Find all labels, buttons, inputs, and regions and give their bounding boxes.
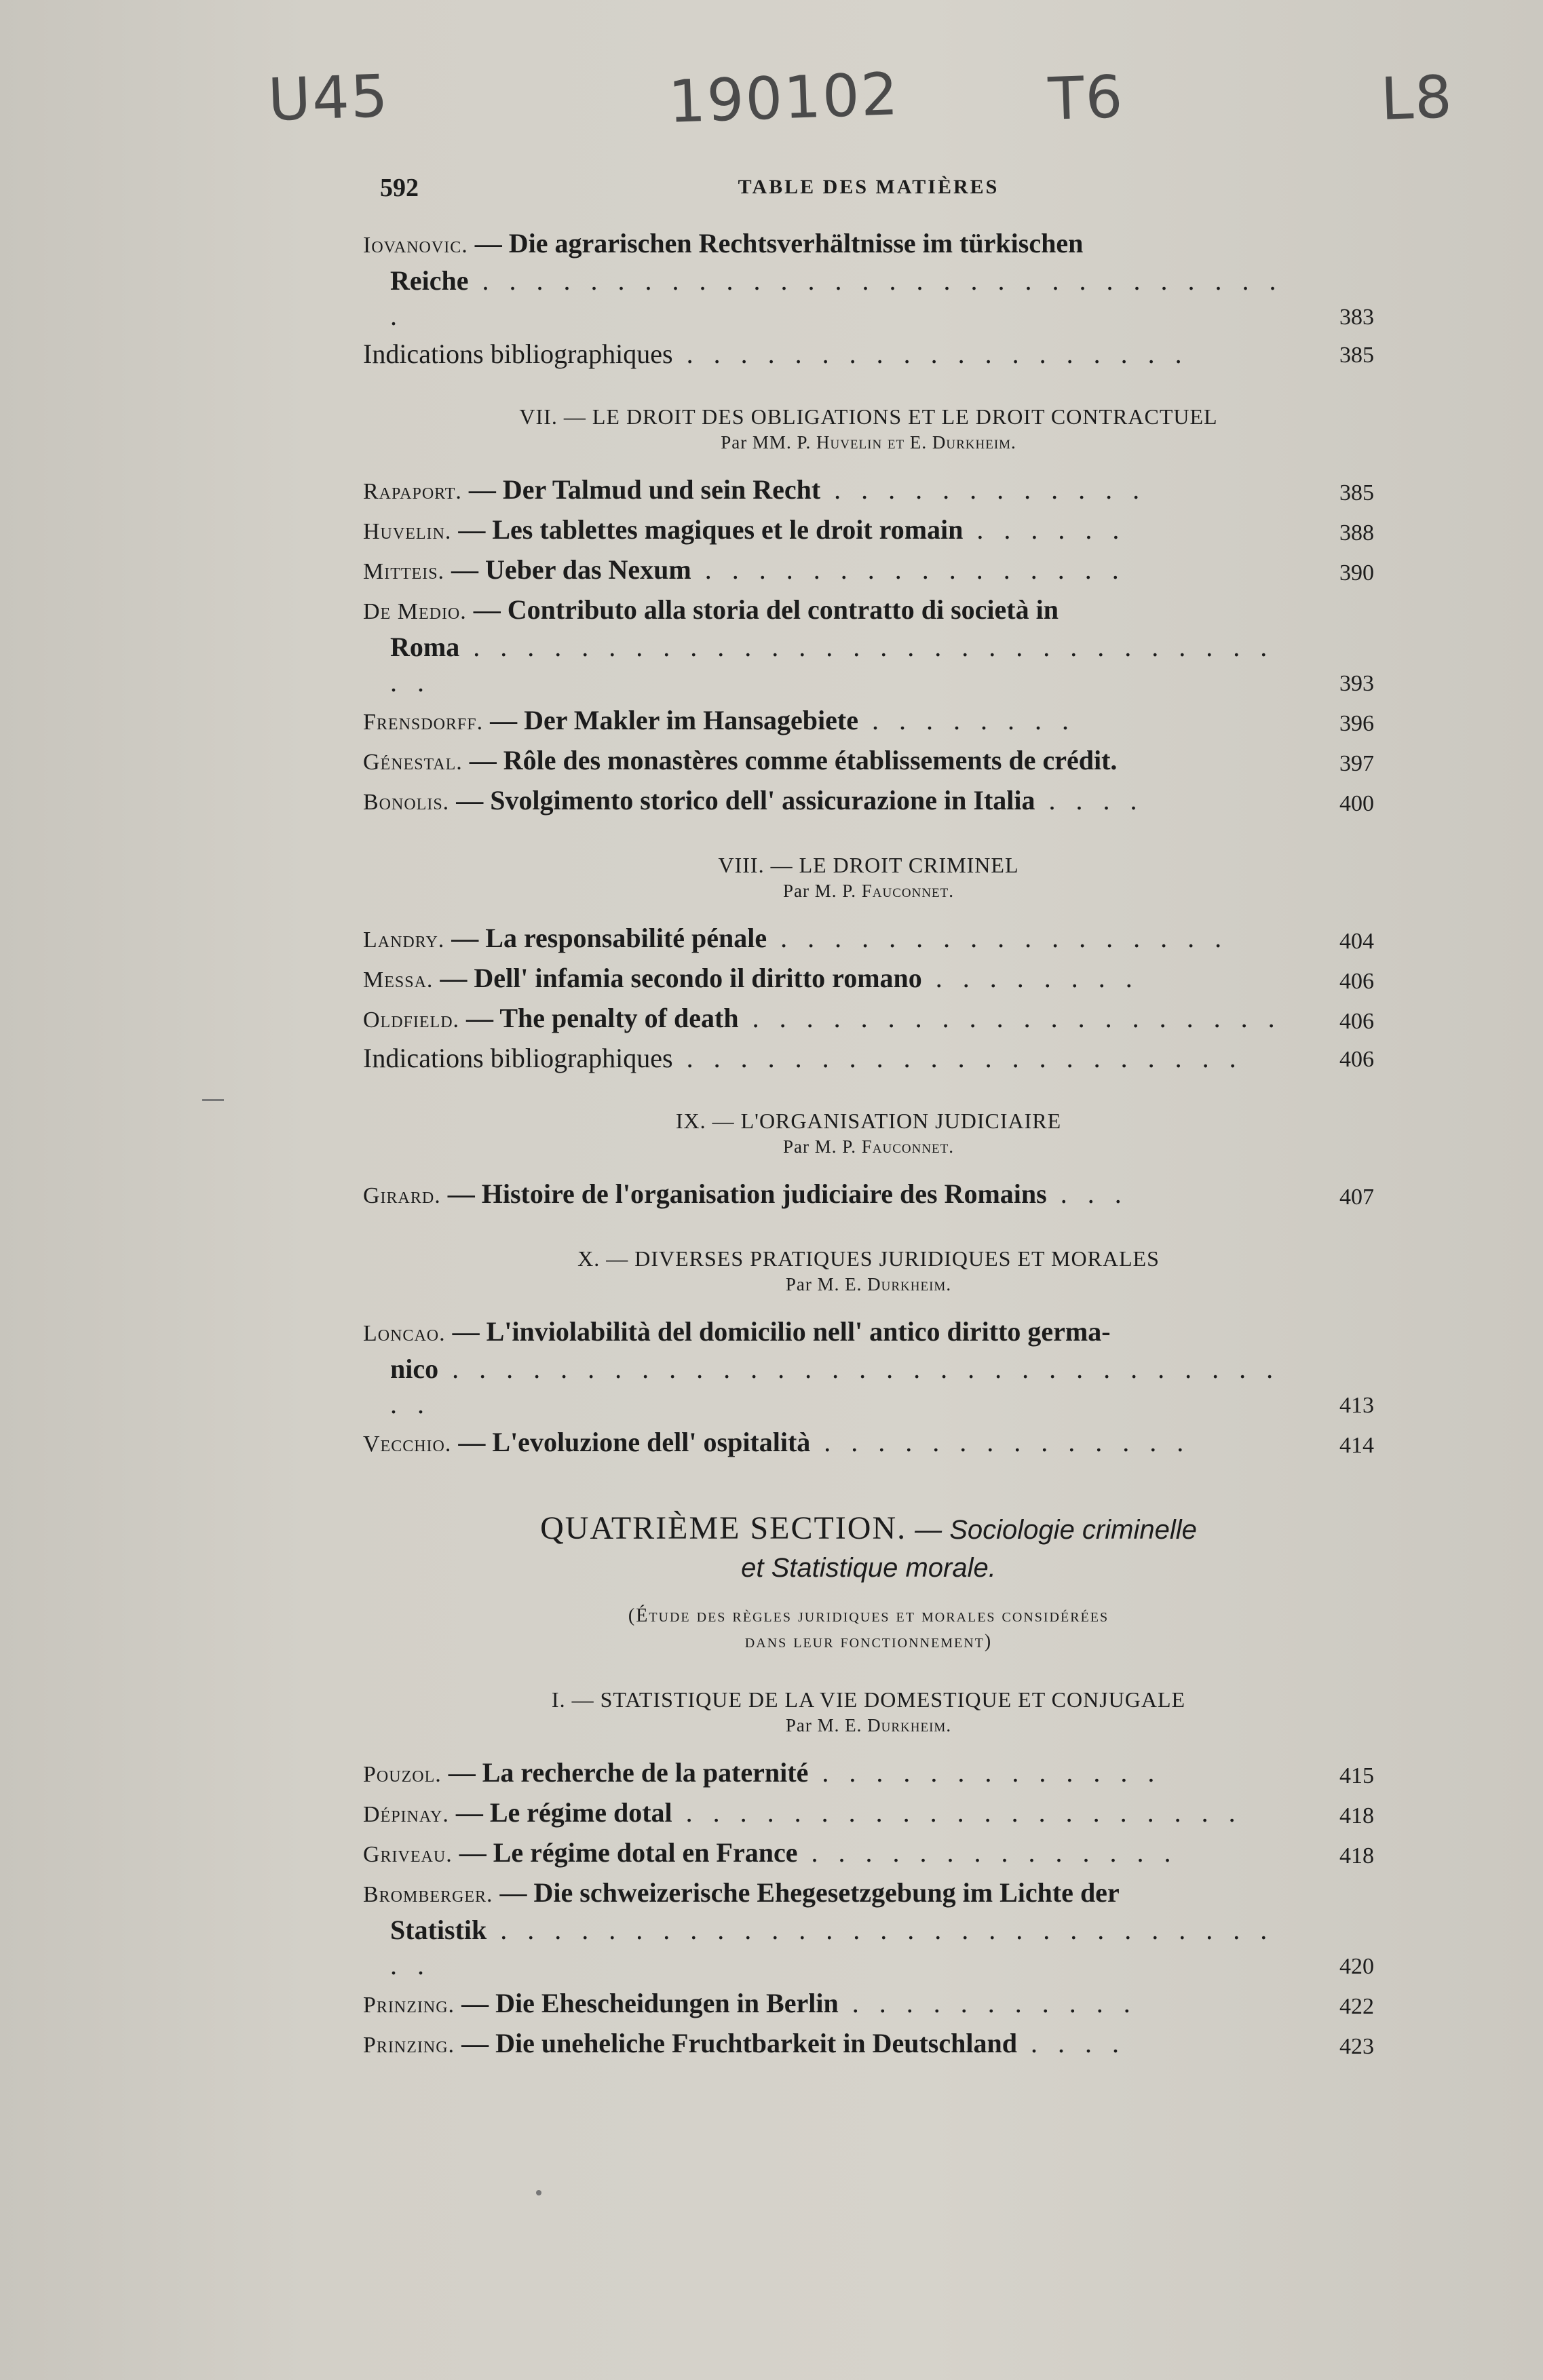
entry-page: 406 xyxy=(1339,969,1374,994)
entry-author: Oldfield. xyxy=(363,1007,460,1033)
entry-title: Indications bibliographiques xyxy=(363,1043,673,1073)
toc-entry: De Medio. — Contributo alla storia del contratto di società in Roma . . . . . . . . . . . . . . . . . . . . . . . . . . . . . . . . 393 xyxy=(363,592,1374,700)
toc-entry xyxy=(363,337,1374,372)
entry-author: Loncao. xyxy=(363,1321,446,1346)
entry-title: — Die uneheliche Fruchtbarkeit in Deutschland xyxy=(461,2028,1017,2058)
entry-title: — Der Makler im Hansagebiete xyxy=(490,705,858,735)
entry-page: 415 xyxy=(1339,1763,1374,1788)
section-title: VIII. — LE DROIT CRIMINEL xyxy=(718,853,1019,877)
entry-page: 388 xyxy=(1339,520,1374,545)
entry-author: Rapaport. xyxy=(363,479,462,504)
entry-author: Prinzing. xyxy=(363,2033,455,2058)
toc-entry: Prinzing. — Die uneheliche Fruchtbarkeit in Deutschland . . . . 423 xyxy=(363,2026,1374,2063)
entry-title: — The penalty of death xyxy=(466,1003,739,1033)
section-entries xyxy=(363,1176,1374,1214)
entry-page: 418 xyxy=(1339,1843,1374,1868)
entry-title: — Dell' infamia secondo il diritto romano xyxy=(440,963,922,993)
entry-page: 407 xyxy=(1339,1185,1374,1210)
toc-entry: Huvelin. — Les tablettes magiques et le droit romain . . . . . . 388 xyxy=(363,512,1374,550)
entry-title: — Ueber das Nexum xyxy=(451,554,691,585)
entry-author: Vecchio. xyxy=(363,1432,452,1457)
toc-entry: Vecchio. — L'evoluzione dell' ospitalità . . . . . . . . . . . . . . 414 xyxy=(363,1425,1374,1462)
toc-entry: Bromberger. — Die schweizerische Ehegesetzgebung im Lichte der Statistik . . . . . . . . . . . . . . . . . . . . . . . . . . . . . . . 420 xyxy=(363,1875,1374,1983)
entry-title: — L'evoluzione dell' ospitalità xyxy=(458,1427,811,1457)
entry-title: — Die Ehescheidungen in Berlin xyxy=(461,1988,839,2018)
entry-title: — La responsabilité pénale xyxy=(451,923,767,953)
leader-dots: . . . . . . . . . . . . . . . . . . . . . . . . . . . . . . . xyxy=(390,265,1283,331)
entry-author: Messa. xyxy=(363,967,434,993)
entry-page: 390 xyxy=(1339,560,1374,586)
section-entries xyxy=(363,921,1374,1076)
entry-author: Dépinay. xyxy=(363,1802,449,1827)
section-heading xyxy=(363,1245,1374,1297)
page-number: 592 xyxy=(380,174,419,202)
entry-title: — Le régime dotal xyxy=(455,1797,672,1828)
entry-page: 420 xyxy=(1339,1954,1374,1979)
section-entries xyxy=(363,472,1374,820)
entry-title: — Rôle des monastères comme établissements de crédit. xyxy=(469,745,1118,775)
entry-page: 400 xyxy=(1339,791,1374,816)
part-note: (Étude des règles juridiques et morales considérées dans leur fonctionnement) xyxy=(628,1605,1109,1652)
section-title: I. — STATISTIQUE DE LA VIE DOMESTIQUE ET CONJUGALE xyxy=(551,1687,1186,1712)
section-entries xyxy=(363,1314,1374,1462)
entry-title-continued: Reiche xyxy=(390,265,469,296)
section-author-line: Par M. P. Fauconnet. xyxy=(782,1136,955,1157)
margin-mark xyxy=(202,1099,224,1101)
entry-title: — Svolgimento storico dell' assicurazione in Italia xyxy=(456,785,1035,815)
entry-title: — L'inviolabilità del domicilio nell' antico diritto germa- xyxy=(452,1316,1111,1347)
toc-entry: Messa. — Dell' infamia secondo il diritto romano . . . . . . . . 406 xyxy=(363,961,1374,998)
part-heading xyxy=(363,1510,1374,1655)
toc-entry: Frensdorff. — Der Makler im Hansagebiete . . . . . . . . 396 xyxy=(363,703,1374,740)
entry-author: De Medio. xyxy=(363,599,467,624)
entry-title: — Die schweizerische Ehegesetzgebung im Lichte der xyxy=(499,1877,1120,1908)
section-heading xyxy=(363,1107,1374,1159)
toc-entry: Bonolis. — Svolgimento storico dell' assicurazione in Italia . . . . 400 xyxy=(363,783,1374,820)
entry-author: Génestal. xyxy=(363,750,463,775)
entry-page: 383 xyxy=(1339,305,1374,330)
entry-author: Bromberger. xyxy=(363,1882,493,1907)
entry-page: 423 xyxy=(1339,2034,1374,2059)
toc-entry: Mitteis. — Ueber das Nexum . . . . . . . . . . . . . . . . 390 xyxy=(363,552,1374,590)
part-title: QUATRIÈME SECTION. xyxy=(540,1510,907,1546)
section-author-line: Par MM. P. Huvelin et E. Durkheim. xyxy=(721,432,1016,453)
entry-page: 393 xyxy=(1339,671,1374,696)
section-heading xyxy=(363,403,1374,455)
part-subtitle-2: et Statistique morale. xyxy=(741,1553,996,1583)
toc-entry: Landry. — La responsabilité pénale . . . . . . . . . . . . . . . . . 404 xyxy=(363,921,1374,958)
section-title: IX. — L'ORGANISATION JUDICIAIRE xyxy=(675,1109,1062,1133)
ink-speck xyxy=(536,2190,541,2195)
leader-dots: . . . . . . . . . . . . . . . . . . . xyxy=(672,339,1189,369)
toc-entry: Dépinay. — Le régime dotal . . . . . . . . . . . . . . . . . . . . . 418 xyxy=(363,1795,1374,1832)
page-header xyxy=(363,173,1374,214)
entry-title-continued: Statistik xyxy=(390,1915,487,1945)
entry-title-continued: Roma xyxy=(390,632,460,662)
intro-entries xyxy=(363,226,1374,372)
toc-entry: Pouzol. — La recherche de la paternité . . . . . . . . . . . . . 415 xyxy=(363,1755,1374,1792)
entry-author: Griveau. xyxy=(363,1842,453,1867)
section-title: X. — DIVERSES PRATIQUES JURIDIQUES ET MORALES xyxy=(577,1246,1160,1271)
entry-title: — Les tablettes magiques et le droit romain xyxy=(458,514,964,545)
section-author-line: Par M. E. Durkheim. xyxy=(785,1715,952,1735)
entry-title: — Le régime dotal en France xyxy=(459,1837,798,1868)
entry-title: Indications bibliographiques xyxy=(363,339,673,369)
entry-page: 418 xyxy=(1339,1803,1374,1828)
toc-entry: Rapaport. — Der Talmud und sein Recht . . . . . . . . . . . . 385 xyxy=(363,472,1374,510)
entry-author: Girard. xyxy=(363,1183,441,1208)
entry-author: Frensdorff. xyxy=(363,710,484,735)
toc-entry xyxy=(363,226,1374,334)
handwritten-note-1: U45 xyxy=(267,62,391,135)
entry-title: — Histoire de l'organisation judiciaire des Romains xyxy=(447,1178,1047,1209)
entry-title: — La recherche de la paternité xyxy=(448,1757,809,1788)
section-heading xyxy=(363,1686,1374,1738)
entry-author: Huvelin. xyxy=(363,519,452,544)
book-page xyxy=(363,173,1374,2066)
entry-page: 404 xyxy=(1339,929,1374,954)
section-author-line: Par M. P. Fauconnet. xyxy=(782,881,955,901)
entry-page: 396 xyxy=(1339,711,1374,736)
entry-author: Landry. xyxy=(363,927,445,953)
entry-title: — Die agrarischen Rechtsverhältnisse im türkischen xyxy=(474,228,1084,258)
entry-page: 422 xyxy=(1339,1994,1374,2019)
entry-page: 397 xyxy=(1339,751,1374,776)
section-entries xyxy=(363,1755,1374,2063)
entry-page: 406 xyxy=(1339,1009,1374,1034)
entry-title-continued: nico xyxy=(390,1354,439,1384)
toc-entry: Loncao. — L'inviolabilità del domicilio nell' antico diritto germa- nico . . . . . . . . . . . . . . . . . . . . . . . . . . . . . . . . . 413 xyxy=(363,1314,1374,1422)
part-subtitle: — Sociologie criminelle xyxy=(915,1515,1197,1545)
running-title: TABLE DES MATIÈRES xyxy=(738,176,999,198)
section-author-line: Par M. E. Durkheim. xyxy=(785,1274,952,1294)
entry-page: 413 xyxy=(1339,1393,1374,1418)
handwritten-note-3: T6 xyxy=(1047,63,1125,134)
handwritten-note-4: L8 xyxy=(1379,63,1455,134)
toc-entry: Prinzing. — Die Ehescheidungen in Berlin . . . . . . . . . . . 422 xyxy=(363,1986,1374,2023)
section-heading xyxy=(363,851,1374,903)
toc-entry xyxy=(363,743,1374,780)
entry-author: Iovanovic. xyxy=(363,233,468,258)
toc-entry: Indications bibliographiques . . . . . . . . . . . . . . . . . . . . . 406 xyxy=(363,1041,1374,1076)
entry-author: Bonolis. xyxy=(363,790,450,815)
handwritten-note-2: 190102 xyxy=(667,60,900,136)
entry-page: 414 xyxy=(1339,1433,1374,1458)
entry-author: Pouzol. xyxy=(363,1762,442,1787)
entry-page: 385 xyxy=(1339,480,1374,505)
entry-title: — Contributo alla storia del contratto di società in xyxy=(473,594,1059,625)
entry-page: 385 xyxy=(1339,343,1374,368)
entry-author: Prinzing. xyxy=(363,1993,455,2018)
toc-entry: Girard. — Histoire de l'organisation judiciaire des Romains . . . 407 xyxy=(363,1176,1374,1214)
entry-author: Mitteis. xyxy=(363,559,445,584)
toc-entry: Oldfield. — The penalty of death . . . . . . . . . . . . . . . . . . . . 406 xyxy=(363,1001,1374,1038)
entry-title: — Der Talmud und sein Recht xyxy=(468,474,821,505)
section-title: VII. — LE DROIT DES OBLIGATIONS ET LE DROIT CONTRACTUEL xyxy=(519,404,1218,429)
entry-page: 406 xyxy=(1339,1047,1374,1072)
toc-entry: Griveau. — Le régime dotal en France . . . . . . . . . . . . . . 418 xyxy=(363,1835,1374,1873)
